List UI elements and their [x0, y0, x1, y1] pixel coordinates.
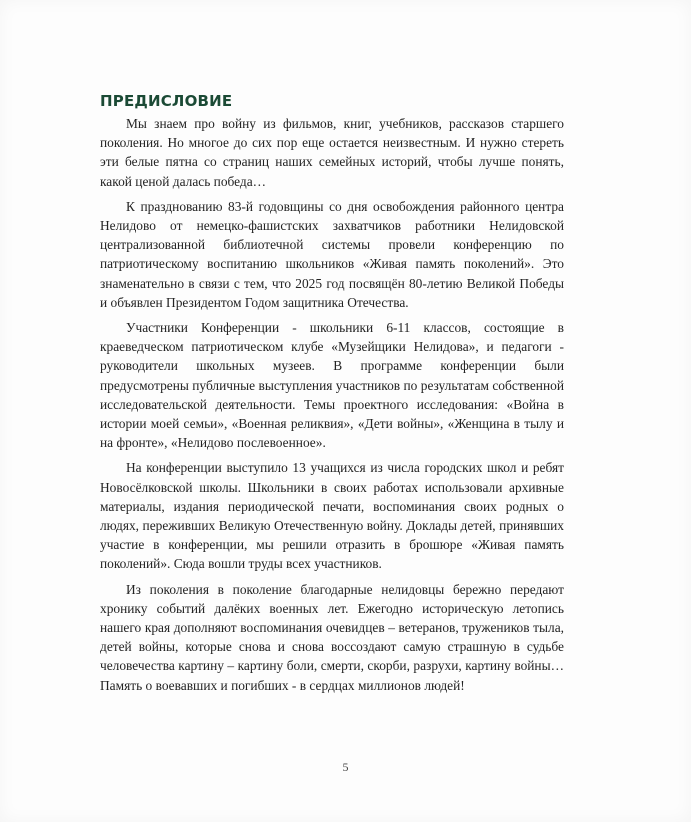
page-title: ПРЕДИСЛОВИЕ: [100, 92, 233, 110]
paragraph-3: Участники Конференции - школьники 6-11 классов, состоящие в краеведческом патриотическом клубе «Музейщики Нелидова», и педагоги - руководители школьных музеев. В программе конференции были предусмотрены публичные выступления участников по результатам собственной исследовательской деятельности. Темы проектного исследования: «Война в истории моей семьи», «Военная реликвия», «Дети войны», «Женщина в тылу и на фронте», «Нелидово послевоенное».: [100, 320, 564, 451]
page-number: 5: [342, 760, 349, 774]
paragraph-4: На конференции выступило 13 учащихся из числа городских школ и ребят Новосёлковской школы. Школьники в своих работах использовали архивные материалы, издания периодической печати, воспоминания своих родных о людях, переживших Великую Отечественную войну. Доклады детей, принявших участие в конференции, мы решили отразить в брошюре «Живая память поколений». Сюда вошли труды всех участников.: [100, 460, 564, 572]
paragraph-5: Из поколения в поколение благодарные нелидовцы бережно передают хронику событий далёких военных лет. Ежегодно историческую летопись нашего края дополняют воспоминания очевидцев – ветеранов, тружеников тыла, детей войны, которые снова и снова воссоздают самую страшную в судьбе человечества картину – картину боли, смерти, скорби, разрухи, картину войны… Память о воевавших и погибших - в сердцах миллионов людей!: [100, 581, 564, 693]
paragraph-1: Мы знаем про войну из фильмов, книг, учебников, рассказов старшего поколения. Но многое до сих пор еще остается неизвестным. И нужно стереть эти белые пятна со страниц наших семейных историй, чтобы лучше понять, какой ценой далась победа…: [100, 116, 564, 189]
paragraph-2: К празднованию 83-й годовщины со дня освобождения районного центра Нелидово от немецко-фашистских захватчиков работники Нелидовской централизованной библиотечной системы провели конференцию по патриотическому воспитанию школьников «Живая память поколений». Это знаменательно в связи с тем, что 2025 год посвящён 80-летию Великой Победы и объявлен Президентом Годом защитника Отечества.: [100, 198, 564, 310]
foreword-text: [100, 114, 564, 695]
